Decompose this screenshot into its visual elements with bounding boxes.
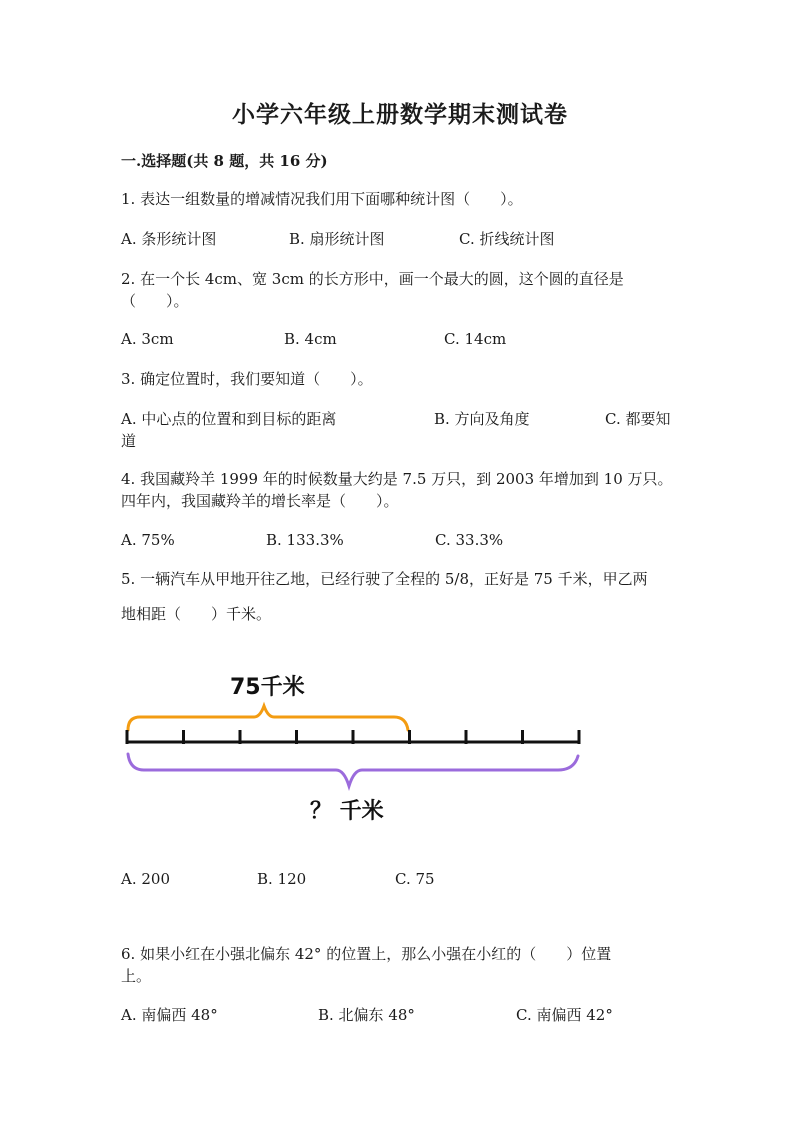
question-5-option-b[interactable]: B. 120 <box>257 870 307 888</box>
question-1-option-b[interactable]: B. 扇形统计图 <box>289 230 385 248</box>
known-distance-brace <box>128 706 408 730</box>
diagram-known-label: 75千米 <box>230 675 305 700</box>
question-6-text: 6. 如果小红在小强北偏东 42° 的位置上，那么小强在小红的（ ）位置 <box>121 945 612 963</box>
question-2-option-a[interactable]: A. 3cm <box>121 330 174 348</box>
page-title: 小学六年级上册数学期末测试卷 <box>232 101 568 128</box>
distance-diagram <box>118 660 588 830</box>
question-2-option-b[interactable]: B. 4cm <box>284 330 337 348</box>
question-4-text-cont: 四年内，我国藏羚羊的增长率是（ ）。 <box>121 492 399 510</box>
question-4-option-a[interactable]: A. 75% <box>121 531 175 549</box>
question-6-option-a[interactable]: A. 南偏西 48° <box>121 1006 218 1024</box>
question-1-option-a[interactable]: A. 条形统计图 <box>121 230 217 248</box>
question-4-text: 4. 我国藏羚羊 1999 年的时候数量大约是 7.5 万只，到 2003 年增加到 10 万只。 <box>121 470 673 488</box>
question-6-option-c[interactable]: C. 南偏西 42° <box>516 1006 613 1024</box>
total-distance-brace <box>128 754 578 786</box>
question-5-text: 5. 一辆汽车从甲地开往乙地，已经行驶了全程的 5/8，正好是 75 千米，甲乙两 <box>121 570 648 588</box>
section-heading: 一.选择题(共 8 题，共 16 分) <box>121 152 328 170</box>
question-3-option-c-wrap: 道 <box>121 432 137 450</box>
question-1-text: 1. 表达一组数量的增减情况我们用下面哪种统计图（ ）。 <box>121 190 523 208</box>
question-5-option-c[interactable]: C. 75 <box>395 870 435 888</box>
question-2-text: 2. 在一个长 4cm、宽 3cm 的长方形中，画一个最大的圆，这个圆的直径是 <box>121 270 624 288</box>
diagram-total-label: ？ 千米 <box>310 799 384 824</box>
question-3-option-a[interactable]: A. 中心点的位置和到目标的距离 <box>121 410 337 428</box>
question-4-option-b[interactable]: B. 133.3% <box>266 531 344 549</box>
question-2-text-cont: （ ）。 <box>121 292 189 310</box>
question-5-text-cont: 地相距（ ）千米。 <box>121 605 272 623</box>
question-4-option-c[interactable]: C. 33.3% <box>435 531 504 549</box>
question-1-option-c[interactable]: C. 折线统计图 <box>459 230 555 248</box>
question-2-option-c[interactable]: C. 14cm <box>444 330 507 348</box>
question-5-option-a[interactable]: A. 200 <box>121 870 170 888</box>
question-6-text-cont: 上。 <box>121 967 152 985</box>
question-3-text: 3. 确定位置时，我们要知道（ ）。 <box>121 370 373 388</box>
question-6-option-b[interactable]: B. 北偏东 48° <box>318 1006 415 1024</box>
question-3-option-c[interactable]: C. 都要知 <box>605 410 671 428</box>
question-3-option-b[interactable]: B. 方向及角度 <box>434 410 530 428</box>
